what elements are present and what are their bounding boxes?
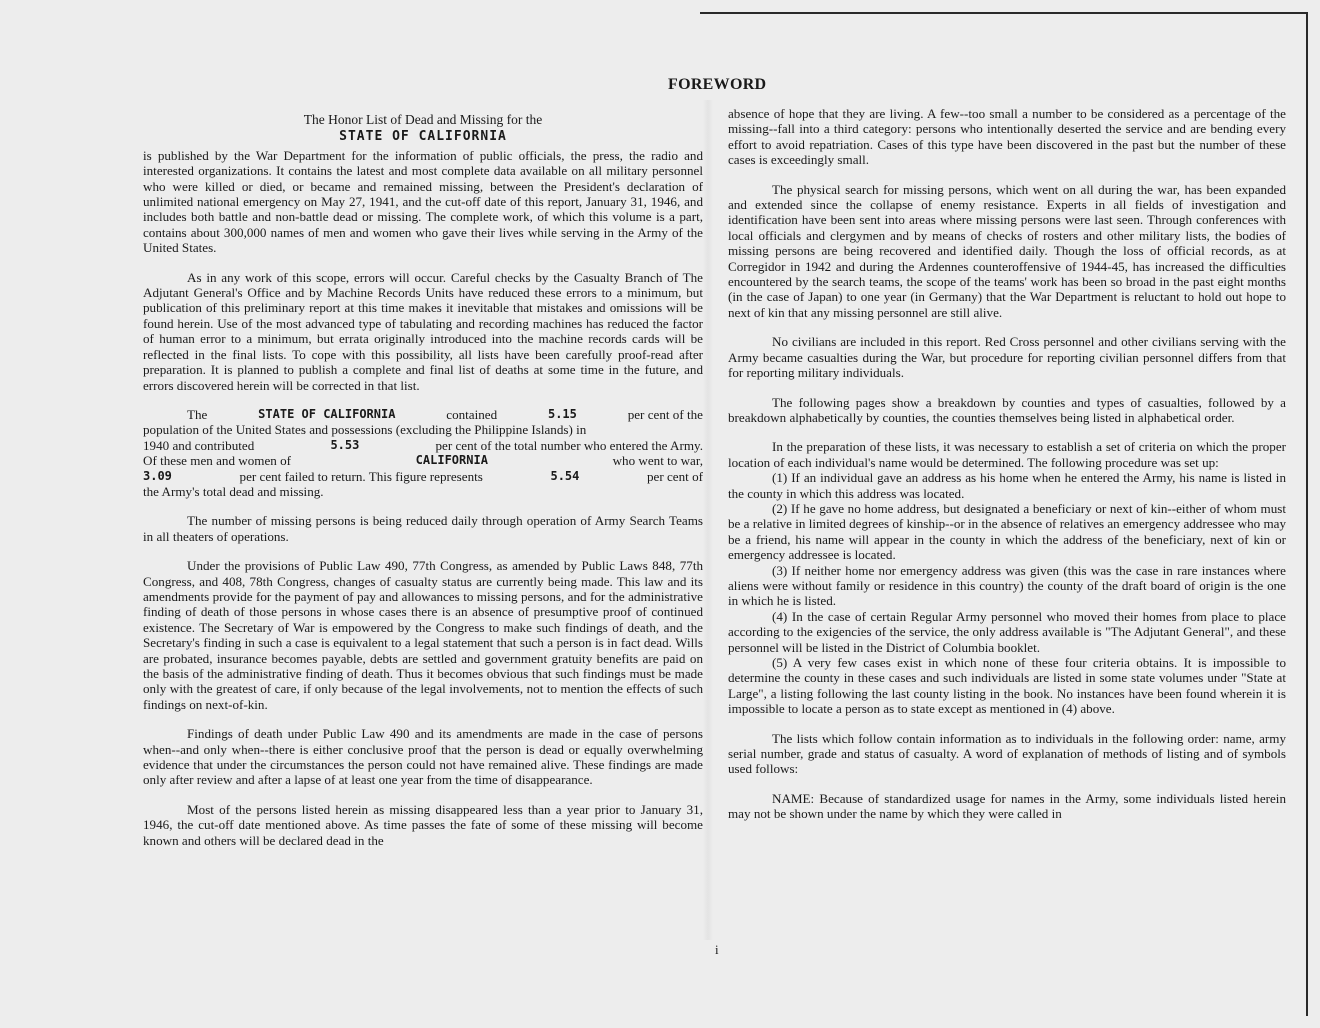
stats-contributed: 1940 and contributed: [143, 437, 255, 453]
paragraph-criteria: In the preparation of these lists, it was necessary to establish a set of criteria on which the proper location of each individual's name would be determined. The following procedure was set up:: [728, 439, 1286, 470]
paragraph-intro: is published by the War Department for the information of public officials, the press, the radio and interested organizations. It contains the latest and most complete data available on all military personnel who were killed or died, or became and remained missing, between the President's declaration of unlimited national emergency on May 27, 1941, and the cut-off date of this report, January 31, 1946, and includes both battle and non-battle dead or missing. The complete work, of which this volume is a part, contains about 300,000 names of men and women who gave their lives while serving in the Army of the United States.: [143, 147, 703, 256]
page-title: FOREWORD: [668, 76, 767, 93]
stats-state-name-2: CALIFORNIA: [415, 453, 488, 468]
page-fold-shadow: [703, 100, 713, 940]
stats-failed-percent: 3.09: [143, 468, 172, 483]
paragraph-public-law: Under the provisions of Public Law 490, 77th Congress, as amended by Public Laws 848, 77th Congress, and 408, 78th Congress, changes of casualty status are currently being made. This law and its amendments provide for the payment of pay and allowances to missing persons, and for the administrative finding of death of those persons in whose cases there is an absence of presumptive proof of continued existence. The Secretary of War is empowered by the Congress to make such findings of death, and the Secretary's finding in such a case is equivalent to a legal statement that such a person is in fact dead. Wills are probated, insurance becomes payable, debts are settled and government gratuity benefits are paid on the basis of the administrative finding of death. Thus it becomes obvious that such findings must be made only with the greatest of care, if only because of the legal involvements, not to mention the effects of such findings on next-of-kin.: [143, 558, 703, 712]
paragraph-findings: Findings of death under Public Law 490 and its amendments are made in the case of persons when--and only when--there is either conclusive proof that the person is dead or equally overwhelming evidence that under the circumstances the person could not have remained alive. These findings are made only after review and after a lapse of at least one year from the time of disappearance.: [143, 726, 703, 788]
stats-line-6: the Army's total dead and missing.: [143, 483, 324, 499]
page-border-top: [700, 12, 1308, 14]
stats-men-women: Of these men and women of: [143, 453, 291, 469]
criterion-3: (3) If neither home nor emergency address was given (this was the case in rare instances where aliens were without family or residence in this country) the county of the draft board of origin is the one in which he is listed.: [728, 562, 1286, 609]
state-heading: STATE OF CALIFORNIA: [339, 129, 507, 145]
paragraph-missing: Most of the persons listed herein as missing disappeared less than a year prior to January 31, 1946, the cut-off date mentioned above. As time passes the fate of some of these missing will become known and others will be declared dead in the: [143, 801, 703, 848]
stats-population-percent: 5.15: [547, 406, 577, 421]
paragraph-breakdown: The following pages show a breakdown by counties and types of casualties, followed by a breakdown alphabetically by counties, the counties themselves being listed in alphabetical order.: [728, 394, 1286, 425]
stats-total-entered: per cent of the total number who entered the Army.: [435, 437, 703, 453]
paragraph-search-teams: The number of missing persons is being reduced daily through operation of Army Search Teams in all theaters of operations.: [143, 513, 703, 544]
stats-line-3: [143, 438, 703, 453]
page-number: i: [715, 942, 719, 957]
stats-state-name: STATE OF CALIFORNIA: [258, 406, 396, 421]
stats-dead-missing-percent: 5.54: [550, 468, 580, 483]
paragraph-name: NAME: Because of standardized usage for names in the Army, some individuals listed herein may not be shown under the name by which they were called in: [728, 790, 1286, 822]
stats-line-4: [143, 453, 703, 468]
criterion-1: (1) If an individual gave an address as his home when he entered the Army, his name is listed in the county in which this address was located.: [728, 470, 1286, 501]
paragraph-errors: As in any work of this scope, errors will occur. Careful checks by the Casualty Branch of The Adjutant General's Office and by Machine Records Units have reduced these errors to a minimum, but publication of this preliminary report at this time makes it inevitable that mistakes and omissions will be found herein. Use of the most advanced type of tabulating and recording machines has reduced the factor of human error to a minimum, but errata originally introduced into the machine records cards will be reflected in the final lists. To cope with this possibility, all lists have been carefully proof-read after preparation. It is planned to publish a complete and final list of deaths at some time in the future, and errors discovered herein will be corrected in that list.: [143, 269, 703, 393]
stats-failed-return: per cent failed to return. This figure represents: [239, 468, 483, 484]
criterion-2: (2) If he gave no home address, but designated a beneficiary or next of kin--either of whom must be a relative in limited degrees of kinship--or in the absence of relatives an emergency addressee who may be a friend, his name will appear in the county in which the address of the beneficiary, next of kin or emergency addressee is located.: [728, 500, 1286, 563]
stats-line-1: [143, 407, 703, 422]
stats-per-cent-of-the: per cent of the: [627, 406, 703, 422]
paragraph-civilians: No civilians are included in this report. Red Cross personnel and other civilians serving with the Army became casualties during the War, but procedure for reporting civilian personnel differs from that for reporting military individuals.: [728, 334, 1286, 381]
right-column: [728, 106, 1286, 822]
paragraph-list-order: The lists which follow contain information as to individuals in the following order: name, army serial number, grade and status of casualty. A word of explanation of methods of listing and of symbols used follows:: [728, 730, 1286, 777]
stats-the: The: [187, 406, 208, 422]
stats-line-5: [143, 469, 703, 484]
left-column: [143, 112, 703, 848]
stats-contained: contained: [446, 406, 498, 422]
honor-list-heading: The Honor List of Dead and Missing for the: [303, 112, 543, 127]
criterion-4: (4) In the case of certain Regular Army personnel who moved their homes from place to place according to the exigencies of the service, the only address available is "The Adjutant General", and these personnel will be listed in the District of Columbia booklet.: [728, 608, 1286, 655]
stats-line-2: population of the United States and possessions (excluding the Philippine Islands) in: [143, 422, 587, 438]
criterion-5: (5) A very few cases exist in which none of these four criteria obtains. It is impossible to determine the county in these cases and such individuals are listed in some state volumes under "State at Large", a listing following the last county listing in the book. No instances have been found wherein it is impossible to locate a person as to state except as mentioned in (4) above.: [728, 655, 1286, 717]
paragraph-statistics: [143, 407, 703, 499]
paragraph-physical-search: The physical search for missing persons, which went on all during the war, has been expanded and extended since the collapse of enemy resistance. Experts in all fields of investigation and identification have been sent into areas where missing persons were last seen. Through conferences with local officials and clergymen and by means of checks of rosters and other military lists, the bodies of missing persons are being recovered and identified daily. Though the loss of official records, as at Corregidor in 1942 and during the Ardennes counteroffensive of 1944-45, has increased the difficulties encountered by the search teams, the scope of the teams' work has been so broad in the past eight months (in the case of Japan) to one year (in Germany) that the War Department is reluctant to hold out hope to next of kin that any missing personnel are still alive.: [728, 181, 1286, 320]
stats-per-cent-of: per cent of: [647, 468, 703, 484]
stats-went-to-war: who went to war,: [612, 453, 703, 469]
paragraph-deserters: absence of hope that they are living. A few--too small a number to be considered as a percentage of the missing--fall into a third category: persons who intentionally deserted the service and are bending every effort to avoid repatriation. Cases of this type have been discovered in the past but the number of these cases is exceedingly small.: [728, 106, 1286, 168]
page-border-right: [1306, 12, 1308, 1016]
stats-army-percent: 5.53: [330, 437, 360, 452]
